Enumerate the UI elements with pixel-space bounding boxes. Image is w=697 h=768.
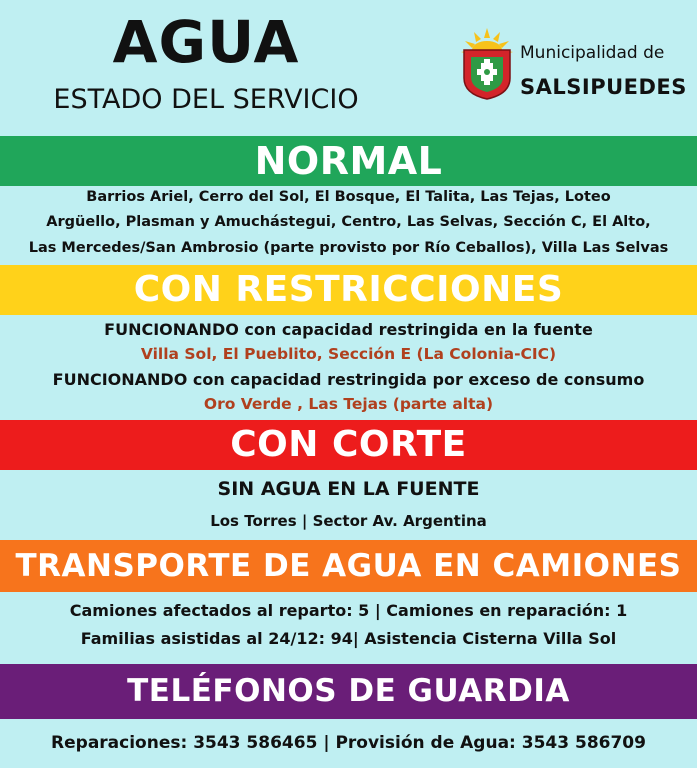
emergency-phones-banner: TELÉFONOS DE GUARDIA: [0, 664, 697, 719]
page-title: AGUA: [112, 8, 300, 76]
municipal-coat-of-arms-icon: [460, 28, 514, 100]
normal-areas-line-3: Las Mercedes/San Ambrosio (parte provisto por Río Ceballos), Villa Las Selvas: [28, 240, 669, 256]
emergency-phones-line: Reparaciones: 3543 586465 | Provisión de Agua: 3543 586709: [51, 733, 646, 753]
restriction-areas-2: Oro Verde , Las Tejas (parte alta): [203, 395, 494, 413]
normal-areas-line-2: Argüello, Plasman y Amuchástegui, Centro, Las Selvas, Sección C, El Alto,: [46, 214, 651, 230]
transport-banner: TRANSPORTE DE AGUA EN CAMIONES: [0, 540, 697, 592]
normal-status-banner: NORMAL: [0, 136, 697, 186]
transport-line-1: Camiones afectados al reparto: 5 | Camiones en reparación: 1: [69, 601, 628, 620]
restriction-areas-1: Villa Sol, El Pueblito, Sección E (La Colonia-CIC): [140, 345, 557, 363]
outage-heading: SIN AGUA EN LA FUENTE: [217, 478, 480, 500]
municipality-prefix: Municipalidad de: [520, 43, 665, 63]
restrictions-status-banner: CON RESTRICCIONES: [0, 265, 697, 315]
restriction-heading-2: FUNCIONANDO con capacidad restringida por exceso de consumo: [52, 370, 645, 389]
restriction-heading-1: FUNCIONANDO con capacidad restringida en la fuente: [104, 320, 593, 339]
page-subtitle: ESTADO DEL SERVICIO: [53, 84, 359, 115]
outage-areas: Los Torres | Sector Av. Argentina: [210, 512, 487, 530]
municipality-name: SALSIPUEDES: [520, 75, 687, 99]
transport-line-2: Familias asistidas al 24/12: 94| Asistencia Cisterna Villa Sol: [80, 629, 617, 648]
header: [0, 0, 697, 133]
outage-status-banner: CON CORTE: [0, 420, 697, 470]
normal-areas-line-1: Barrios Ariel, Cerro del Sol, El Bosque, El Talita, Las Tejas, Loteo: [86, 189, 611, 205]
